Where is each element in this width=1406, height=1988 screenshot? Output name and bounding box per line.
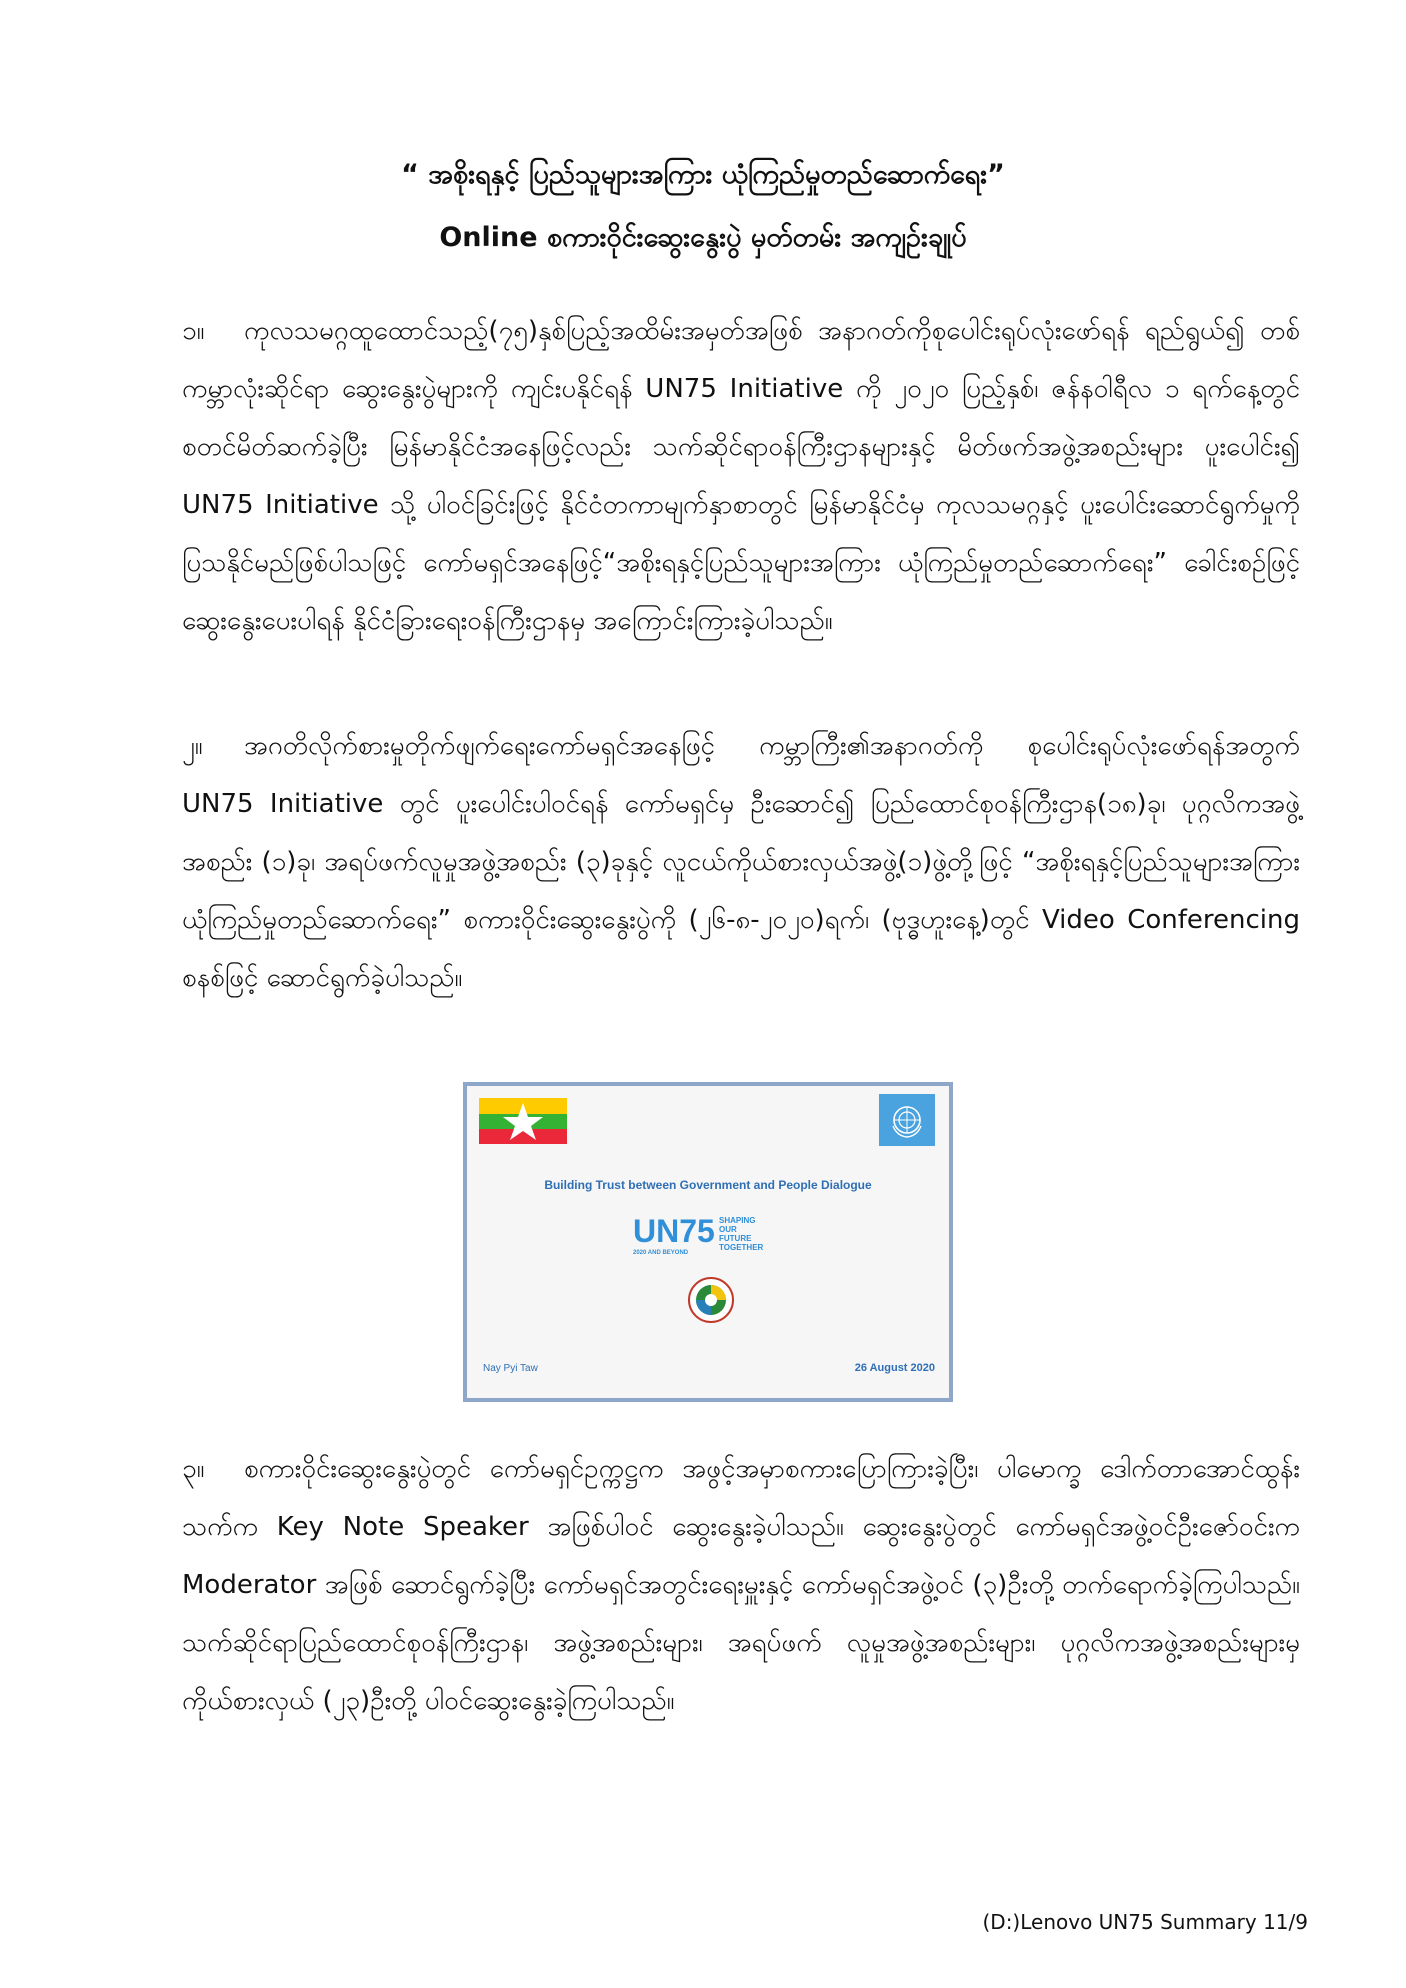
paragraph-3 <box>182 1440 1300 1730</box>
paragraph-text: စကားဝိုင်းဆွေးနွေးပွဲတွင် ကော်မရှင်ဥက္ကဋ္ဌက အဖွင့်အမှာစကားပြောကြားခဲ့ပြီး၊ ပါမောက္ခ ဒေါက်တာအောင်ထွန်းသက်က Key Note Speaker အဖြစ်ပါဝင် ဆွေးနွေးခဲ့ပါသည်။ ဆွေးနွေးပွဲတွင် ကော်မရှင်အဖွဲ့ဝင်ဦးဇော်ဝင်းက Moderator အဖြစ် ဆောင်ရွက်ခဲ့ပြီး ကော်မရှင်အတွင်းရေးမှူးနှင့် ကော်မရှင်အဖွဲ့ဝင် (၃)ဦးတို့ တက်ရောက်ခဲ့ကြပါသည်။ သက်ဆိုင်ရာပြည်ထောင်စုဝန်ကြီးဌာန၊ အဖွဲ့အစည်းများ၊ အရပ်ဖက် လူမှုအဖွဲ့အစည်းများ၊ ပုဂ္ဂလိကအဖွဲ့အစည်းများမှ ကိုယ်စားလှယ် (၂၃)ဦးတို့ ပါဝင်ဆွေးနွေးခဲ့ကြပါသည်။ <box>182 1454 1300 1716</box>
slide-place: Nay Pyi Taw <box>483 1363 538 1374</box>
myanmar-flag-icon <box>479 1098 567 1144</box>
page-footer: (D:)Lenovo UN75 Summary 11/9 <box>982 1910 1308 1934</box>
slide-date: 26 August 2020 <box>854 1362 935 1374</box>
un75-subtag: 2020 AND BEYOND <box>633 1250 689 1256</box>
document-title-line1: “ အစိုးရနှင့် ပြည်သူများအကြား ယုံကြည်မှုတည်ဆောက်ရေး” <box>401 159 1005 190</box>
paragraph-2 <box>182 717 1300 1007</box>
paragraph-number: ၂။ <box>182 731 203 761</box>
event-slide-image <box>463 1082 953 1402</box>
paragraph-1 <box>182 302 1300 650</box>
paragraph-number: ၃။ <box>182 1454 205 1484</box>
paragraph-number: ၁။ <box>182 316 205 346</box>
un-emblem-icon <box>879 1094 935 1146</box>
paragraph-text: ကုလသမဂ္ဂထူထောင်သည့်(၇၅)နှစ်ပြည့်အထိမ်းအမှတ်အဖြစ် အနာဂတ်ကိုစုပေါင်းရုပ်လုံးဖော်ရန် ရည်ရွယ်၍ တစ်ကမ္ဘာလုံးဆိုင်ရာ ဆွေးနွေးပွဲများကို ကျင်းပနိုင်ရန် UN75 Initiative ကို ၂၀၂၀ ပြည့်နှစ်၊ ဇန်နဝါရီလ ၁ ရက်နေ့တွင် စတင်မိတ်ဆက်ခဲ့ပြီး မြန်မာနိုင်ငံအနေဖြင့်လည်း သက်ဆိုင်ရာဝန်ကြီးဌာနများနှင့် မိတ်ဖက်အဖွဲ့အစည်းများ ပူးပေါင်း၍ UN75 Initiative သို့ ပါဝင်ခြင်းဖြင့် နိုင်ငံတကာမျက်နှာစာတွင် မြန်မာနိုင်ငံမှ ကုလသမဂ္ဂနှင့် ပူးပေါင်းဆောင်ရွက်မှုကို ပြသနိုင်မည်ဖြစ်ပါသဖြင့် ကော်မရှင်အနေဖြင့်“အစိုးရနှင့်ပြည်သူများအကြား ယုံကြည်မှုတည်ဆောက်ရေး” ခေါင်းစဉ်ဖြင့် ဆွေးနွေးပေးပါရန် နိုင်ငံခြားရေးဝန်ကြီးဌာနမှ အကြောင်းကြားခဲ့ပါသည်။ <box>182 316 1300 636</box>
un75-tagline: SHAPING OUR FUTURE TOGETHER <box>719 1216 764 1252</box>
paragraph-text: အဂတိလိုက်စားမှုတိုက်ဖျက်ရေးကော်မရှင်အနေဖြင့် ကမ္ဘာကြီး၏အနာဂတ်ကို စုပေါင်းရုပ်လုံးဖော်ရန်အတွက် UN75 Initiative တွင် ပူးပေါင်းပါဝင်ရန် ကော်မရှင်မှ ဦးဆောင်၍ ပြည်ထောင်စုဝန်ကြီးဌာန(၁၈)ခု၊ ပုဂ္ဂလိကအဖွဲ့အစည်း (၁)ခု၊ အရပ်ဖက်လူမှုအဖွဲ့အစည်း (၃)ခုနှင့် လူငယ်ကိုယ်စားလှယ်အဖွဲ့(၁)ဖွဲ့တို့ဖြင့် “အစိုးရနှင့်ပြည်သူများအကြား ယုံကြည်မှုတည်ဆောက်ရေး” စကားဝိုင်းဆွေးနွေးပွဲကို (၂၆-၈-၂၀၂၀)ရက်၊ (ဗုဒ္ဓဟူးနေ့)တွင် Video Conferencing စနစ်ဖြင့် ဆောင်ရွက်ခဲ့ပါသည်။ <box>182 731 1300 993</box>
un75-logo-text: UN75 <box>633 1213 715 1249</box>
slide-title: Building Trust between Government and People Dialogue <box>544 1178 872 1192</box>
document-title-line2: Online စကားဝိုင်းဆွေးနွေးပွဲ မှတ်တမ်း အကျဉ်းချုပ် <box>439 222 967 253</box>
commission-seal-icon <box>687 1276 735 1324</box>
un75-logo <box>633 1214 793 1264</box>
